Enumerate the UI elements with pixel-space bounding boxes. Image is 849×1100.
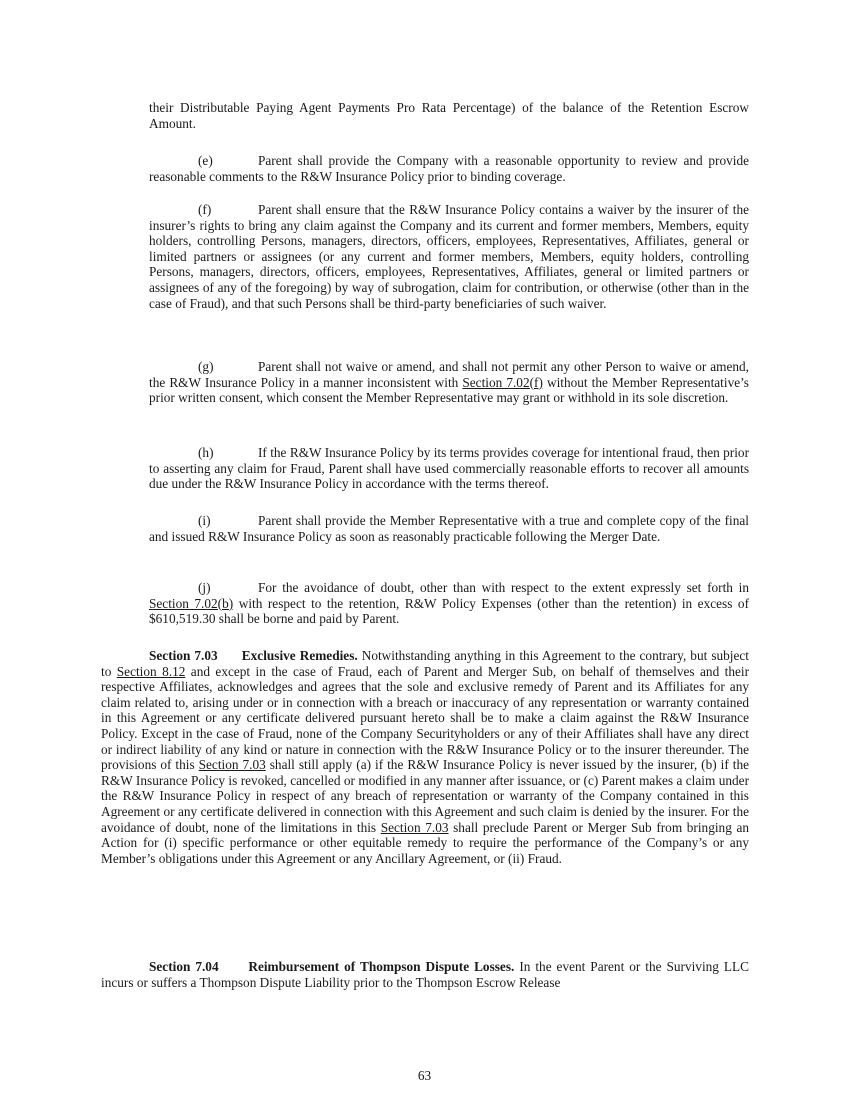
section-reference-link[interactable]: Section 7.02(f) (462, 374, 543, 390)
paragraph-g: (g) Parent shall not waive or amend, and shall not permit any other Person to waive or amend, the R&W Insurance Policy in a manner inconsistent with Section 7.02(f) without the Member Representative’s prior written consent, which consent the Member Representative may grant or withhold in its sole discretion. (149, 359, 749, 406)
section-heading: Section 7.04 Reimbursement of Thompson Dispute Losses. (149, 959, 515, 974)
section-heading: Section 7.03 Exclusive Remedies. (149, 648, 358, 663)
section-reference-link[interactable]: Section 7.03 (198, 757, 266, 773)
paragraph-j: (j) For the avoidance of doubt, other than with respect to the extent expressly set forth in Section 7.02(b) with respect to the retention, R&W Policy Expenses (other than the retention) in excess of $610,519.30 shall be borne and paid by Parent. (149, 580, 749, 627)
section-7-04: Section 7.04 Reimbursement of Thompson Dispute Losses. In the event Parent or the Surviving LLC incurs or suffers a Thompson Dispute Liability prior to the Thompson Escrow Release (101, 959, 750, 990)
paragraph-label: (e) (198, 153, 213, 168)
paragraph-label: (i) (198, 513, 211, 528)
paragraph-label: (h) (198, 445, 214, 460)
section-reference-link[interactable]: Section 8.12 (116, 663, 186, 679)
paragraph-e: (e) Parent shall provide the Company with a reasonable opportunity to review and provide reasonable comments to the R&W Insurance Policy prior to binding coverage. (149, 153, 749, 184)
paragraph-label: (g) (198, 359, 214, 374)
section-reference-link[interactable]: Section 7.03 (380, 819, 449, 835)
paragraph-f: (f) Parent shall ensure that the R&W Insurance Policy contains a waiver by the insurer of the insurer’s rights to bring any claim against the Company and its current and former members, Members, equity holders, controlling Persons, managers, directors, officers, employees, Representatives, Affiliates, general or limited partners or assignees (or any current and former members, Members, equity holders, controlling Persons, managers, directors, officers, employees, Representatives, Affiliates, general or limited partners or assignees of any of the foregoing) by way of subrogation, claim for contribution, or otherwise (other than in the case of Fraud), and that such Persons shall be third-party beneficiaries of such waiver. (149, 202, 749, 311)
paragraph-i: (i) Parent shall provide the Member Representative with a true and complete copy of the final and issued R&W Insurance Policy as soon as reasonably practicable following the Merger Date. (149, 513, 749, 544)
paragraph-label: (f) (198, 202, 212, 217)
continuation-paragraph: their Distributable Paying Agent Payments Pro Rata Percentage) of the balance of the Retention Escrow Amount. (149, 100, 749, 131)
paragraph-h: (h) If the R&W Insurance Policy by its terms provides coverage for intentional fraud, then prior to asserting any claim for Fraud, Parent shall have used commercially reasonable efforts to recover all amounts due under the R&W Insurance Policy in accordance with the terms thereof. (149, 445, 749, 492)
paragraph-label: (j) (198, 580, 211, 595)
section-7-03: Section 7.03 Exclusive Remedies. Notwithstanding anything in this Agreement to the contrary, but subject to Section 8.12 and except in the case of Fraud, each of Parent and Merger Sub, on behalf of themselves and their respective Affiliates, acknowledges and agrees that the sole and exclusive remedy of Parent and its Affiliates for any claim related to, arising under or in connection with a breach or inaccuracy of any representation or warranty contained in this Agreement or any certificate delivered pursuant hereto shall be to make a claim against the R&W Insurance Policy. Except in the case of Fraud, none of the Company Securityholders or any of their Affiliates shall have any direct or indirect liability of any kind or nature in connection with the R&W Insurance Policy or to the insurer thereunder. The provisions of this Section 7.03 shall still apply (a) if the R&W Insurance Policy is never issued by the insurer, (b) if the R&W Insurance Policy is revoked, cancelled or modified in any manner after issuance, or (c) Parent makes a claim under the R&W Insurance Policy in respect of any breach of representation or warranty of the Company contained in this Agreement or any certificate delivered in connection with this Agreement and such claim is denied by the insurer. For the avoidance of doubt, none of the limitations in this Section 7.03 shall preclude Parent or Merger Sub from bringing an Action for (i) specific performance or other equitable remedy to require the performance of the Company’s or any Member’s obligations under this Agreement or any Ancillary Agreement, or (ii) Fraud. (101, 648, 750, 866)
page-number: 63 (417, 1068, 432, 1083)
section-reference-link[interactable]: Section 7.02(b) (149, 595, 234, 611)
